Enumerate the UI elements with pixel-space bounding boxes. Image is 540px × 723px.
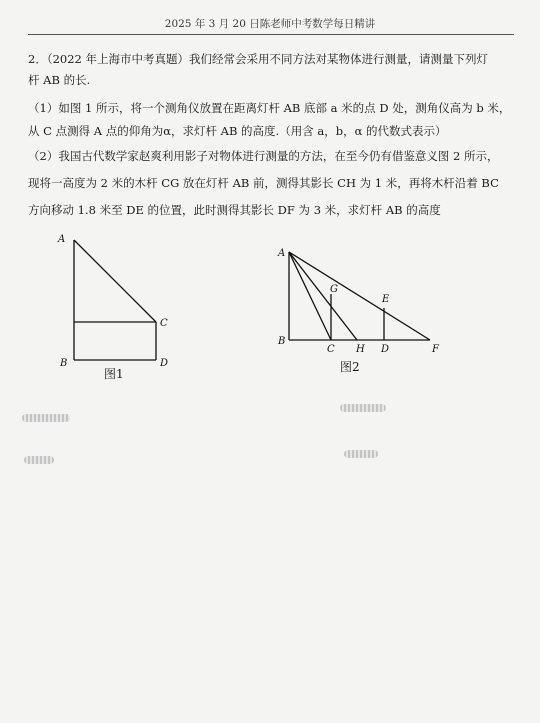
fig2-shadow-ray-AH xyxy=(289,252,357,340)
fig1-label-B: B xyxy=(60,358,68,369)
fig2-label-H: H xyxy=(356,344,365,355)
part2-line-1: （2）我国古代数学家赵爽利用影子对物体进行测量的方法，在至今仍有借鉴意义图 2 所示， xyxy=(28,149,499,163)
header-divider xyxy=(28,34,514,35)
fig2-label-D: D xyxy=(381,344,390,355)
part1-line-1: （1）如图 1 所示，将一个测角仪放置在距离灯杆 AB 底部 a 米的点 D 处，测角仪高为 b 米， xyxy=(28,101,511,115)
fig2-label-E: E xyxy=(382,294,390,305)
problem-line-2: 杆 AB 的长. xyxy=(28,73,91,87)
figure-2-caption: 图2 xyxy=(340,360,360,374)
scan-smudge xyxy=(24,456,54,464)
fig1-label-D: D xyxy=(160,358,169,369)
fig2-label-G: G xyxy=(330,284,338,295)
page-header: 2025 年 3 月 20 日陈老师中考数学每日精讲 xyxy=(164,18,376,30)
problem-line-1: 2．（2022 年上海市中考真题）我们经常会采用不同方法对某物体进行测量，请测量下列灯 xyxy=(28,52,488,66)
part2-line-2: 现将一高度为 2 米的木杆 CG 放在灯杆 AB 前，测得其影长 CH 为 1 米，再将木杆沿着 BC xyxy=(28,176,499,190)
part1-line-2: 从 C 点测得 A 点的仰角为α，求灯杆 AB 的高度.（用含 a，b，α 的代数式表示） xyxy=(28,124,447,138)
fig2-label-A: A xyxy=(278,248,286,259)
scan-smudge xyxy=(22,414,70,422)
fig2-label-C: C xyxy=(327,344,335,355)
fig2-label-F: F xyxy=(432,344,439,355)
fig1-label-A: A xyxy=(58,234,66,245)
figure-1-caption: 图1 xyxy=(104,367,124,381)
fig1-sightline-AC xyxy=(74,240,156,322)
scan-smudge xyxy=(340,404,386,412)
fig1-label-C: C xyxy=(160,318,168,329)
figure-1-diagram xyxy=(50,226,190,376)
fig2-label-B: B xyxy=(278,336,286,347)
figure-2-diagram xyxy=(272,240,452,360)
scan-smudge xyxy=(344,450,378,458)
part2-line-3: 方向移动 1.8 米至 DE 的位置，此时测得其影长 DF 为 3 米，求灯杆 AB 的高度 xyxy=(28,203,441,217)
